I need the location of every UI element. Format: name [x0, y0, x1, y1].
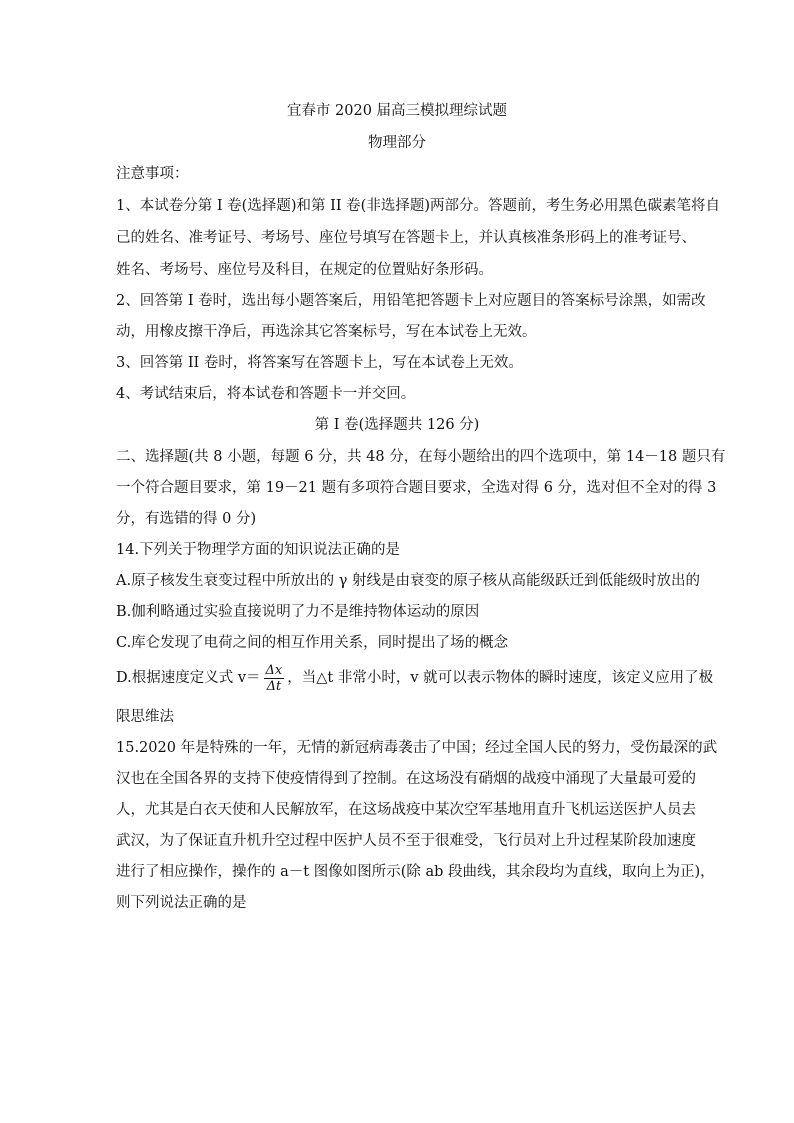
exam-title: 宜春市 2020 届高三模拟理综试题: [286, 103, 508, 119]
note-3: 3、回答第 II 卷时，将答案写在答题卡上，写在本试卷上无效。: [116, 355, 523, 371]
q14-option-d-suffix: ，当△t 非常小时，v 就可以表示物体的瞬时速度，该定义应用了极: [287, 670, 714, 686]
note-1-line-1: 1、本试卷分第 I 卷(选择题)和第 II 卷(非选择题)两部分。答题前，考生务必用黑色碳素笔将自: [116, 198, 720, 214]
velocity-fraction: [264, 663, 285, 694]
q15-line-5: 进行了相应操作，操作的 a－t 图像如图所示(除 ab 段曲线，其余段均为直线，取向上为正)，: [116, 864, 715, 880]
q14-option-d-prefix: D.根据速度定义式 v＝: [116, 670, 261, 686]
q14-stem: 14.下列关于物理学方面的知识说法正确的是: [116, 542, 401, 558]
q14-option-b: B.伽利略通过实验直接说明了力不是维持物体运动的原因: [116, 604, 480, 620]
notes-heading: 注意事项：: [116, 166, 189, 182]
section-title: 第 I 卷(选择题共 126 分): [314, 417, 480, 433]
section-intro-line-2: 一个符合题目要求，第 19－21 题有多项符合题目要求，全选对得 6 分，选对但不全对的得 3: [116, 480, 717, 496]
fraction-numerator: Δx: [265, 662, 283, 678]
section-intro-line-1: 二、选择题(共 8 小题，每题 6 分，共 48 分，在每小题给出的四个选项中，第 14－18 题只有: [116, 449, 726, 465]
exam-subtitle: 物理部分: [368, 135, 426, 151]
q14-option-a: A.原子核发生衰变过程中所放出的 γ 射线是由衰变的原子核从高能级跃迁到低能级时放出的: [116, 573, 700, 589]
q15-line-1: 15.2020 年是特殊的一年，无情的新冠病毒袭击了中国；经过全国人民的努力，受伤最深的武: [116, 740, 718, 756]
q15-line-3: 人，尤其是白衣天使和人民解放军，在这场战疫中某次空军基地用直升飞机运送医护人员去: [116, 802, 696, 818]
q15-line-4: 武汉，为了保证直升机升空过程中医护人员不至于很难受，飞行员对上升过程某阶段加速度: [116, 833, 696, 849]
note-2-line-2: 动，用橡皮擦干净后，再选涂其它答案标号，写在本试卷上无效。: [116, 324, 537, 340]
section-intro-line-3: 分，有选错的得 0 分): [116, 511, 257, 527]
q15-line-2: 汉也在全国各界的支持下使疫情得到了控制。在这场没有硝烟的战疫中涌现了大量最可爱的: [116, 771, 696, 787]
note-2-line-1: 2、回答第 I 卷时，选出每小题答案后，用铅笔把答题卡上对应题目的答案标号涂黑，如需改: [116, 293, 706, 309]
note-1-line-2: 己的姓名、准考证号、考场号、座位号填写在答题卡上，并认真核准条形码上的准考证号、: [116, 230, 696, 246]
q14-option-d-line-2: 限思维法: [116, 709, 174, 725]
note-1-line-3: 姓名、考场号、座位号及科目，在规定的位置贴好条形码。: [116, 262, 493, 278]
q14-option-c: C.库仑发现了电荷之间的相互作用关系，同时提出了场的概念: [116, 635, 509, 651]
fraction-denominator: Δt: [266, 678, 282, 694]
q15-line-6: 则下列说法正确的是: [116, 895, 247, 911]
note-4: 4、考试结束后，将本试卷和答题卡一并交回。: [116, 386, 416, 402]
q14-option-d: [116, 660, 713, 696]
